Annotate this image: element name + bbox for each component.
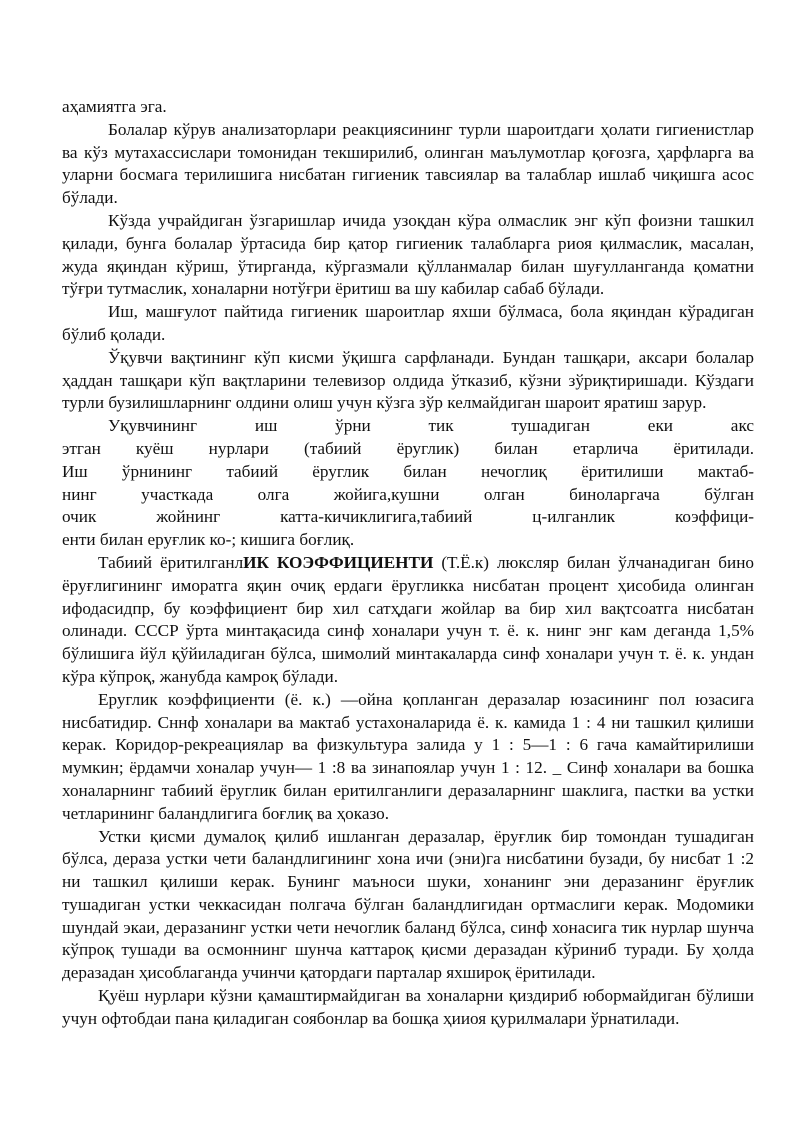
paragraph-2: Болалар кўрув анализаторлари реакциясининг турли шароитдаги ҳолати гигиенистлар ва кўз мутахассислари томонидан текширилиб, олинган маълумотлар қоғозга, ҳарфларга ва уларни босмага терилишига нисбатан гигиеник тавсиялар ва талаблар ишлаб чиқишга асос бўлади. [62,119,754,208]
paragraph-6-line: Иш ўрнининг табиий ёруглик билан нечоглиқ ёритилиши мактаб- [62,461,754,481]
paragraph-6-line: Уқувчининг иш ўрни тик тушадиган еки акс [108,416,754,436]
document-page [62,96,754,1031]
paragraph-7-start: Табиий ёритилганл [98,552,244,572]
term-coefficient: ИК КОЭФФИЦИЕНТИ [243,552,434,572]
paragraph-7-rest: (Т.Ё.к) люксляр билан ўлчанадиган бино ёруғлигининг иморатга яқин очиқ ердаги ёругликка нисбатан процент ҳисобида олинган ифодасидпр, бу коэффициент бир хил сатҳдаги жойлар ва бир хил вақтсоатга нисбатан олинади. СССР ўрта минтақасида синф хоналари учун т. ё. к. нинг энг кам деганда 1,5% бўлишига йўл қўйиладиган бўлса, шимолий минтакаларда синф хоналари учун т. ё. к. ундан кўра кўпроқ, жанубда камроқ бўлади. [62,552,755,686]
paragraph-8: Еруглик коэффициенти (ё. к.) —ойна қопланган деразалар юзасининг пол юзасига нисбатидир. Сннф хоналари ва мактаб устахоналарида ё. к. камида 1 : 4 ни ташкил қилиши керак. Коридор-рекреациялар ва физкультура залида у 1 : 5—1 : 6 гача камайтирилиши мумкин; ёрдамчи хоналар учун— 1 :8 ва зинапоялар учун 1 : 12. _ Синф хоналари ва бошка хоналарнинг табиий ёруглик билан еритилганлиги деразаларнинг шаклига, пастки ва устки четларининг баландлигига боғлиқ ва ҳоказо. [62,689,754,823]
paragraph-6-line: енти билан еруғлик ко-; кишига боғлиқ. [62,530,355,550]
paragraph-3: Кўзда учрайдиган ўзгаришлар ичида узоқдан кўра олмаслик энг кўп фоизни ташкил қилади, бунга болалар ўртасида бир қатор гигиеник талабларга риоя қилмаслик, масалан, жуда яқиндан кўриш, ўтирганда, кўргазмали қўлланмалар билан шуғулланганда қоматни тўғри тутмаслик, хоналарни нотўғри ёритиш ва шу кабилар сабаб бўлади. [62,210,754,299]
paragraph-7 [62,552,754,689]
paragraph-4: Иш, машғулот пайтида гигиеник шароитлар яхши бўлмаса, бола яқиндан кўрадиган бўлиб қолади. [62,302,754,344]
paragraph-9: Устки қисми думалоқ қилиб ишланган деразалар, ёруғлик бир томондан тушадиган бўлса, дераза устки чети баландлигининг хона ичи (эни)га нисбатини бузади, бу нисбат 1 :2 ни ташкил қилиши керак. Бунинг маъноси шуки, хонанинг эни деразанинг ёруғлик тушадиган устки чеккасидан полгача бўлган баландлигидан ортмаслиги керак. Модомики шундай экаи, деразанинг устки чети нечоглик баланд бўлса, синф хонасига тик нурлар шунча кўпроқ тушади ва осмоннинг шунча каттароқ қисми деразадан кўриниб туради. Бу ҳолда деразадан ҳисоблаганда учинчи қатордаги парталар яхшироқ ёритилади. [62,826,754,983]
paragraph-5: Ўқувчи вақтининг кўп кисми ўқишга сарфланади. Бундан ташқари, аксари болалар ҳаддан ташқари кўп вақтларини телевизор олдида ўтказиб, кўзни зўриқтиришади. Кўздаги турли бузилишларнинг олдини олиш учун кўзга зўр келмайдиган шароит яратиш зарур. [62,347,754,413]
paragraph-6-line: нинг участкада олга жойига,кушни олган биноларгача бўлган [62,484,754,504]
paragraph-10: Қуёш нурлари кўзни қамаштирмайдиган ва хоналарни қиздириб юбормайдиган бўлиши учун офтобдаи пана қиладиган соябонлар ва бошқа ҳииоя қурилмалари ўрнатилади. [62,986,754,1028]
paragraph-6 [62,415,754,552]
paragraph-6-line: очик жойнинг катта-кичиклигига,табиий ц-илганлик коэффици- [62,507,754,527]
paragraph-1: аҳамиятга эга. [62,97,167,116]
paragraph-6-line: этган куёш нурлари (табиий ёруглик) билан етарлича ёритилади. [62,438,754,458]
